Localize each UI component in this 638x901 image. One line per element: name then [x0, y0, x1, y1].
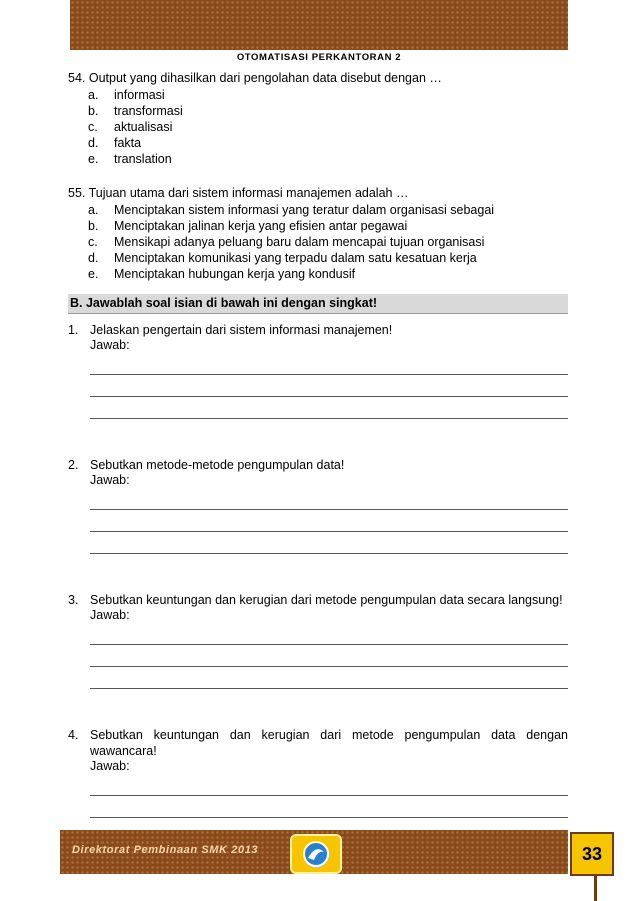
- option-e: e. Menciptakan hubungan kerja yang kondusif: [88, 267, 356, 281]
- header-banner: [70, 0, 568, 50]
- question-55: [68, 185, 568, 282]
- option-e: e. translation: [88, 152, 172, 166]
- option-c: c. aktualisasi: [88, 120, 173, 134]
- essay-question-4: [68, 727, 568, 840]
- option-a: a. informasi: [88, 88, 165, 102]
- page-header-title: OTOMATISASI PERKANTORAN 2: [236, 52, 402, 63]
- option-a: a. Menciptakan sistem informasi yang teratur dalam organisasi sebagai: [88, 203, 495, 217]
- essay-question-3: [68, 592, 568, 689]
- answer-line[interactable]: [90, 667, 568, 689]
- question-text: 55. Tujuan utama dari sistem informasi manajemen adalah …: [68, 186, 409, 200]
- answer-line[interactable]: [90, 397, 568, 419]
- smk-logo-icon: [290, 834, 342, 874]
- option-d: d. fakta: [88, 136, 142, 150]
- question-number: 2.: [68, 458, 79, 472]
- question-text: 54. Output yang dihasilkan dari pengolahan data disebut dengan …: [68, 71, 442, 85]
- answer-line[interactable]: [90, 353, 568, 375]
- answer-line[interactable]: [90, 623, 568, 645]
- essay-question-2: [68, 457, 568, 554]
- page-number-rule: [594, 876, 597, 901]
- option-d: d. Menciptakan komunikasi yang terpadu dalam satu kesatuan kerja: [88, 251, 477, 265]
- footer-text: Direktorat Pembinaan SMK 2013: [72, 844, 259, 856]
- answer-label: Jawab:: [90, 759, 130, 773]
- answer-line[interactable]: [90, 796, 568, 818]
- answer-line[interactable]: [90, 774, 568, 796]
- option-b: b. Menciptakan jalinan kerja yang efisien antar pegawai: [88, 219, 408, 233]
- answer-line[interactable]: [90, 532, 568, 554]
- question-number: 1.: [68, 323, 79, 337]
- question-text: Jelaskan pengertain dari sistem informasi manajemen!: [90, 323, 393, 337]
- answer-line[interactable]: [90, 488, 568, 510]
- section-b-heading: B. Jawablah soal isian di bawah ini dengan singkat!: [68, 294, 568, 314]
- question-text: Sebutkan keuntungan dan kerugian dari metode pengumpulan data secara langsung!: [90, 593, 563, 607]
- question-number: 4.: [68, 728, 79, 742]
- answer-label: Jawab:: [90, 338, 130, 352]
- page-content: [68, 70, 568, 840]
- footer-banner: [60, 830, 568, 874]
- essay-question-1: [68, 322, 568, 419]
- question-54: [68, 70, 568, 167]
- answer-line[interactable]: [90, 375, 568, 397]
- page-number: 33: [570, 832, 614, 876]
- answer-label: Jawab:: [90, 473, 130, 487]
- question-text: Sebutkan metode-metode pengumpulan data!: [90, 458, 345, 472]
- option-c: c. Mensikapi adanya peluang baru dalam mencapai tujuan organisasi: [88, 235, 485, 249]
- option-b: b. transformasi: [88, 104, 183, 118]
- answer-line[interactable]: [90, 645, 568, 667]
- question-text: Sebutkan keuntungan dan kerugian dari metode pengumpulan data dengan wawancara!: [90, 728, 568, 758]
- answer-label: Jawab:: [90, 608, 130, 622]
- question-number: 3.: [68, 593, 79, 607]
- answer-line[interactable]: [90, 510, 568, 532]
